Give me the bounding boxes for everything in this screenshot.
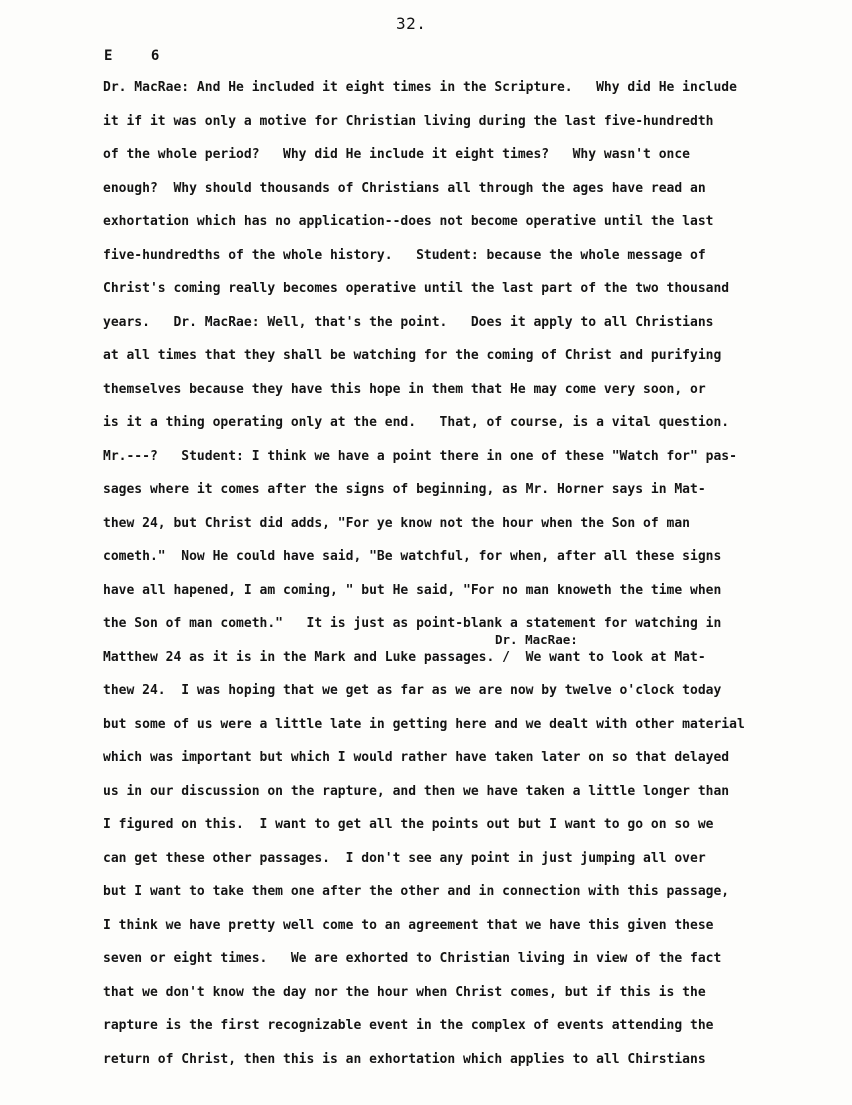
text-line: rapture is the first recognizable event in the complex of events attending the (103, 1018, 714, 1033)
text-line: exhortation which has no application--does not become operative until the last (103, 214, 714, 229)
text-line: can get these other passages. I don't see any point in just jumping all over (103, 850, 706, 866)
interlinear-speaker-note: Dr. MacRae: (495, 632, 578, 647)
text-line: Dr. MacRae: And He included it eight times in the Scripture. Why did He include (103, 80, 737, 95)
text-line: return of Christ, then this is an exhortation which applies to all Chirstians (103, 1051, 706, 1067)
text-line: Mr.---? Student: I think we have a point there in one of these "Watch for" pas- (103, 448, 737, 464)
text-line: sages where it comes after the signs of beginning, as Mr. Horner says in Mat- (103, 482, 706, 497)
text-line: themselves because they have this hope in them that He may come very soon, or (103, 381, 706, 397)
page-number: 32. (396, 14, 427, 33)
transcript-body (103, 78, 803, 1083)
text-line: I figured on this. I want to get all the points out but I want to go on so we (103, 817, 714, 832)
text-line: us in our discussion on the rapture, and then we have taken a little longer than (103, 783, 730, 799)
text-line: have all hapened, I am coming, " but He said, "For no man knoweth the time when (103, 582, 722, 598)
text-line: cometh." Now He could have said, "Be watchful, for when, after all these signs (103, 549, 722, 564)
text-line: enough? Why should thousands of Christians all through the ages have read an (103, 180, 706, 196)
text-line: is it a thing operating only at the end. That, of course, is a vital question. (103, 415, 730, 430)
text-line: of the whole period? Why did He include it eight times? Why wasn't once (103, 147, 690, 162)
text-line: it if it was only a motive for Christian living during the last five-hundredth (103, 113, 714, 129)
text-line: five-hundredths of the whole history. Student: because the whole message of (103, 247, 706, 263)
text-line: Christ's coming really becomes operative until the last part of the two thousand (103, 281, 730, 296)
text-line: which was important but which I would rather have taken later on so that delayed (103, 750, 730, 765)
text-line: at all times that they shall be watching for the coming of Christ and purifying (103, 348, 722, 363)
text-line: thew 24. I was hoping that we get as far as we are now by twelve o'clock today (103, 683, 722, 698)
text-line: years. Dr. MacRae: Well, that's the point. Does it apply to all Christians (103, 314, 714, 330)
text-line: but I want to take them one after the other and in connection with this passage, (103, 884, 730, 899)
text-line: Matthew 24 as it is in the Mark and Luke passages. / We want to look at Mat- (103, 649, 706, 665)
text-line: the Son of man cometh." It is just as point-blank a statement for watching in (103, 616, 722, 631)
text-line: seven or eight times. We are exhorted to Christian living in view of the fact (103, 951, 722, 966)
text-line: thew 24, but Christ did adds, "For ye know not the hour when the Son of man (103, 515, 690, 531)
text-line: that we don't know the day nor the hour when Christ comes, but if this is the (103, 984, 706, 1000)
text-line: I think we have pretty well come to an agreement that we have this given these (103, 917, 714, 933)
section-marker: E 6 (104, 48, 160, 64)
text-line: but some of us were a little late in getting here and we dealt with other material (103, 716, 745, 732)
